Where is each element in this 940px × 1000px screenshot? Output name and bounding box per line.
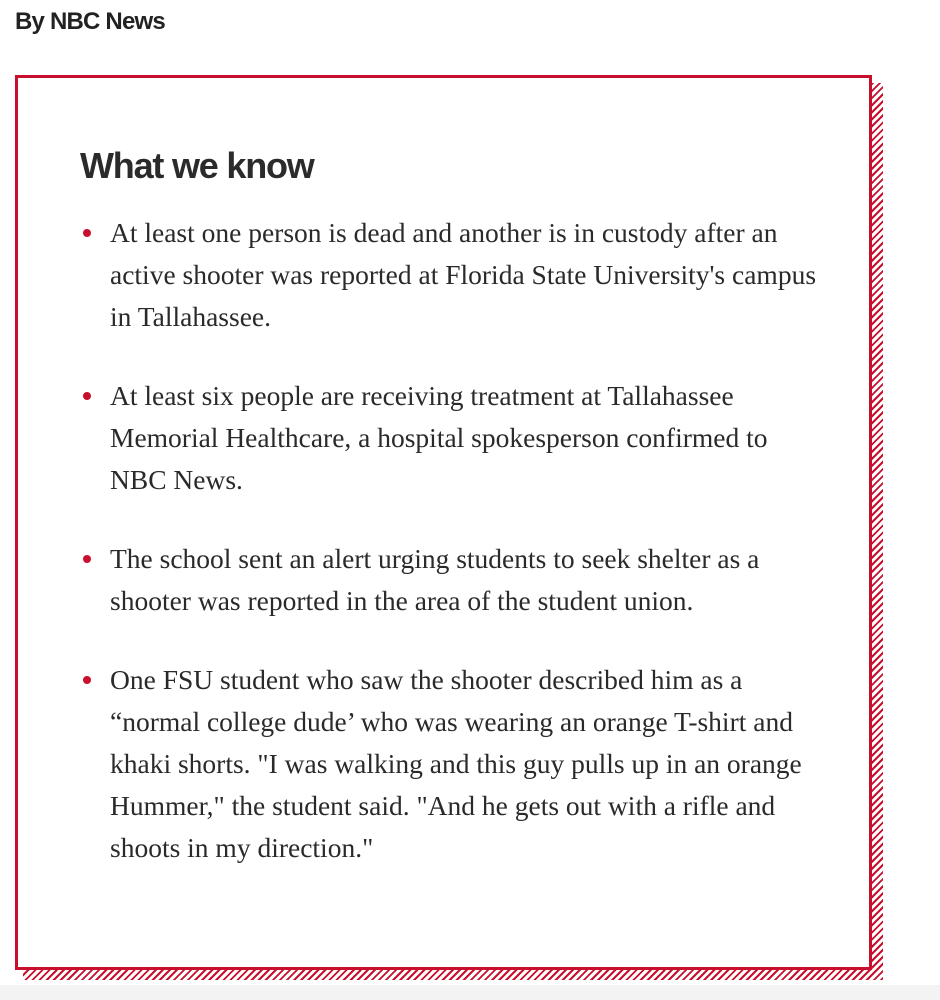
key-points-list	[80, 212, 820, 906]
byline: By NBC News	[15, 8, 165, 35]
list-item-text: At least six people are receiving treatment at Tallahassee Memorial Healthcare, a hospital spokesperson confirmed to NBC News.	[110, 380, 768, 495]
bullet-icon	[83, 229, 91, 237]
bullet-icon	[83, 555, 91, 563]
list-item	[80, 212, 820, 338]
list-item-text: One FSU student who saw the shooter described him as a “normal college dude’ who was wearing an orange T-shirt and khaki shorts. "I was walking and this guy pulls up in an orange Hummer," the student said. "And he gets out with a rifle and shoots in my direction."	[110, 664, 802, 863]
list-item	[80, 375, 820, 501]
box-title: What we know	[80, 145, 314, 186]
bottom-strip	[0, 985, 940, 1000]
bullet-icon	[83, 392, 91, 400]
what-we-know-box	[15, 75, 872, 970]
bullet-icon	[83, 676, 91, 684]
list-item	[80, 538, 820, 622]
list-item-text: At least one person is dead and another is in custody after an active shooter was reported at Florida State University's campus in Tallahassee.	[110, 217, 817, 332]
list-item	[80, 659, 820, 869]
list-item-text: The school sent an alert urging students to seek shelter as a shooter was reported in the area of the student union.	[110, 543, 760, 616]
